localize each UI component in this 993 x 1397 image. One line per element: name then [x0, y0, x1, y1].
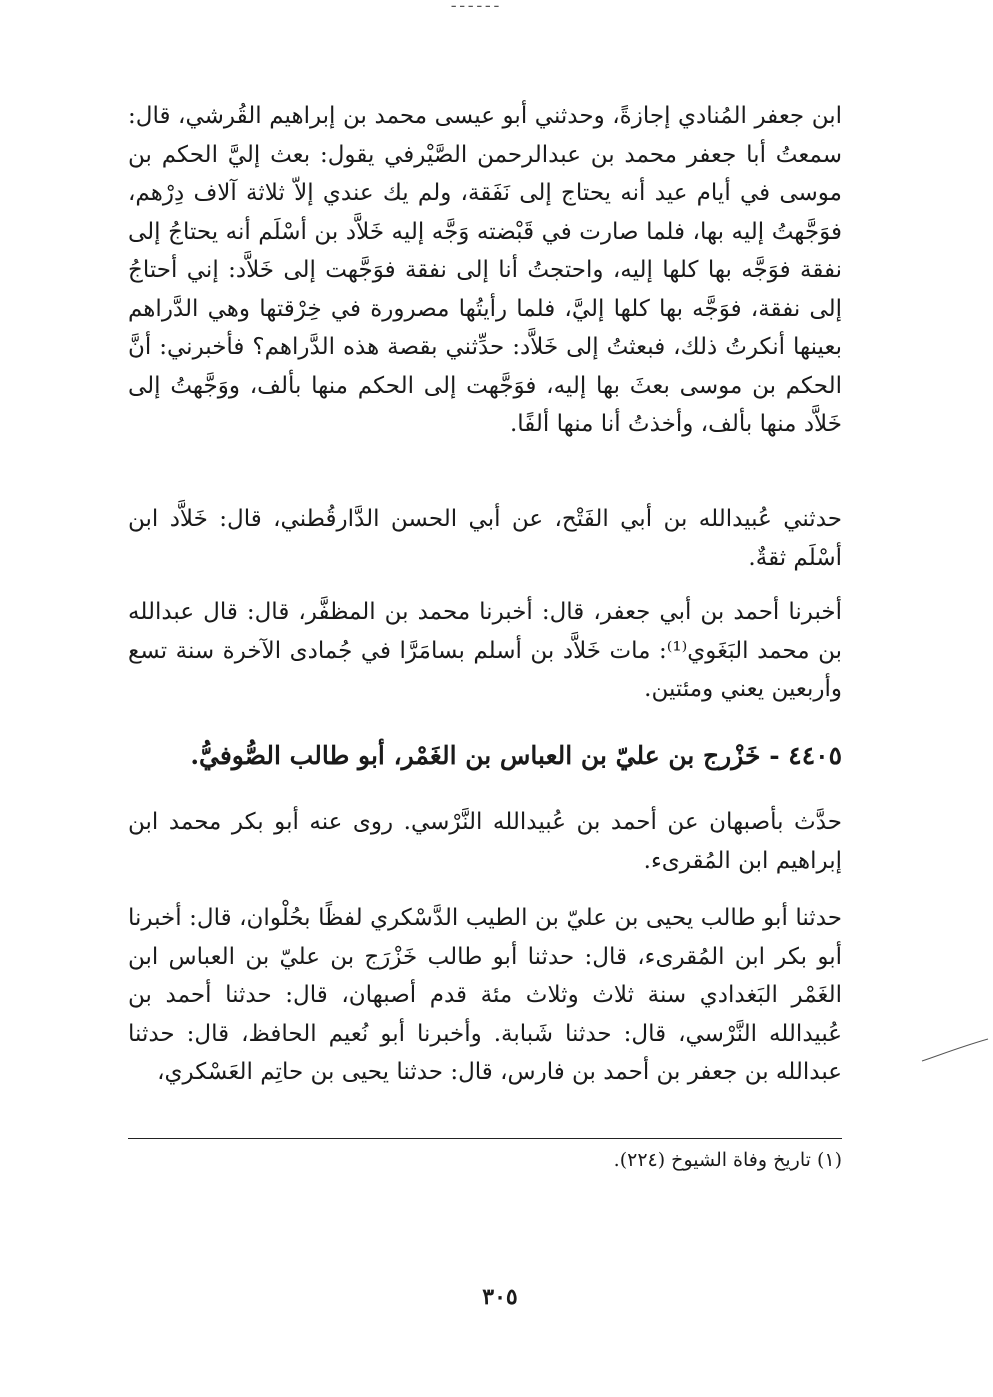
paragraph-3: أخبرنا أحمد بن أبي جعفر، قال: أخبرنا محمد بن المظفَّر، قال: قال عبدالله بن محمد البَغَوي⁽¹⁾: مات خَلاَّد بن أسلم بسامَرَّا في جُمادى الآخرة سنة تسع وأربعين يعني ومئتين.	[128, 599, 842, 702]
footnote-divider	[128, 1138, 842, 1139]
page-number: ٣٠٥	[482, 1284, 518, 1310]
paragraph-5: حدثنا أبو طالب يحيى بن عليّ بن الطيب الدَّسْكري لفظًا بحُلْوان، قال: أخبرنا أبو بكر ابن المُقرىء، قال: حدثنا أبو طالب خَزْرَج بن عليّ بن العباس ابن الغَمْر البَغدادي سنة ثلاث وثلاث مئة قدم أصبهان، قال: حدثنا أحمد بن عُبيدالله النَّرْسي، قال: حدثنا شَبابة. وأخبرنا أبو نُعيم الحافظ، قال: حدثنا عبدالله بن جعفر بن أحمد بن فارس، قال: حدثنا يحيى بن حاتِم العَسْكري،	[128, 905, 842, 1085]
paragraph-2: حدثني عُبيدالله بن أبي الفَتْح، عن أبي الحسن الدَّارقُطني، قال: خَلاَّد ابن أسْلَم ثقةٌ.	[128, 506, 842, 571]
paragraph-1: ابن جعفر المُنادي إجازةً، وحدثني أبو عيسى محمد بن إبراهيم القُرشي، قال: سمعتُ أبا جعفر محمد بن عبدالرحمن الصَّيْرفي يقول: بعث إليَّ الحكم بن موسى في أيام عيد أنه يحتاج إلى نَفَقة، ولم يك عندي إلاّ ثلاثة آلاف دِرْهم، فوَجَّهتُ إليه بها، فلما صارت في قَبْضته وَجَّه إليه خَلاَّد بن أسْلَم أنه يحتاجُ إلى نفقة فوَجَّه بها كلها إليه، واحتجتُ أنا إلى نفقة فوَجَّهت إلى خَلاَّد: إني أحتاجُ إلى نفقة، فوَجَّه بها كلها إليَّ، فلما رأيتُها مصرورة في خِرْقتها وهي الدَّراهم بعينها أنكرتُ ذلك، فبعثتُ إلى خَلاَّد: حدِّثني بقصة هذه الدَّراهم؟ فأخبرني: أنَّ الحكم بن موسى بعثَ بها إليه، فوَجَّهت إلى الحكم منها بألف، ووَجَّهتُ إلى خَلاَّد منها بألف، وأخذتُ أنا منها ألفًا.	[128, 103, 842, 437]
paragraph-4: حدَّث بأصبهان عن أحمد بن عُبيدالله النَّرْسي. روى عنه أبو بكر محمد ابن إبراهيم ابن المُقرىء.	[128, 809, 842, 874]
entry-heading: ٤٤٠٥ - خَزْرج بن عليّ بن العباس بن الغَمْر، أبو طالب الصُّوفيُّ.	[190, 741, 842, 770]
footnote: (١) تاريخ وفاة الشيوخ (٢٢٤).	[613, 1149, 842, 1171]
top-cropped-marks: ـ ـ ـ ـ ـ ـ	[451, 0, 499, 10]
margin-pen-stroke	[920, 1035, 990, 1065]
